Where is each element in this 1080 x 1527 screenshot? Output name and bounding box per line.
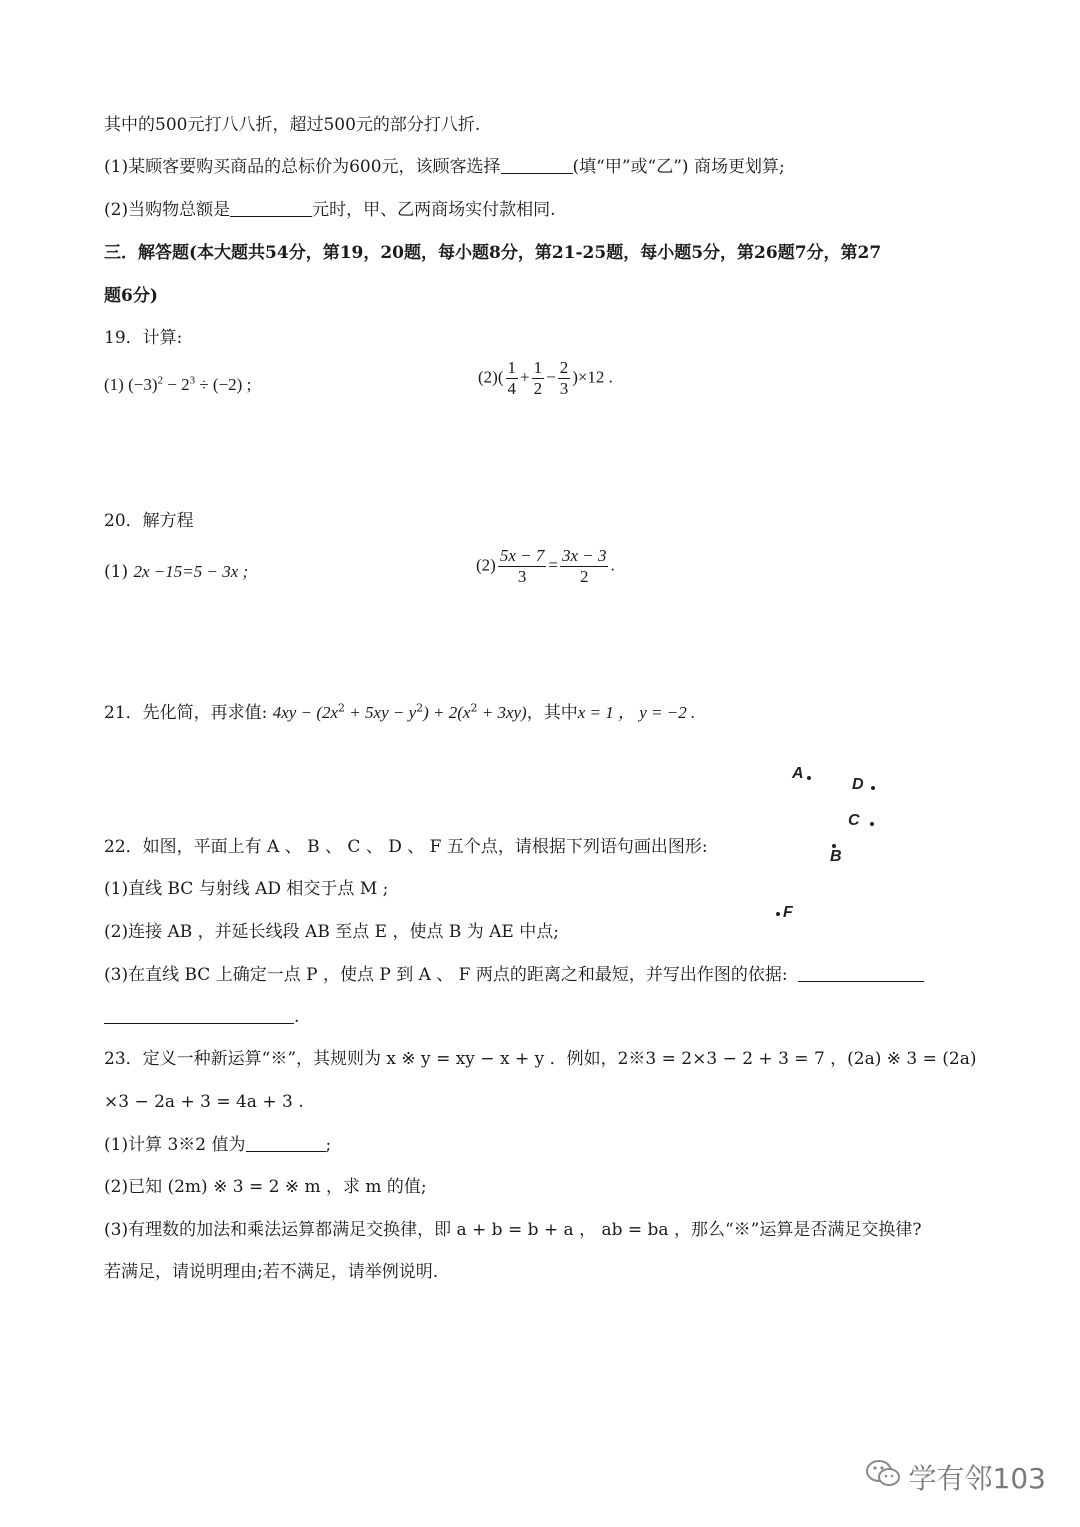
answer-blank[interactable] <box>230 198 312 217</box>
q22-part3: (3)在直线 BC 上确定一点 P ，使点 P 到 A 、 F 两点的距离之和最短，并写出作图的依据: <box>104 963 924 987</box>
q19-part2: (2)( $\frac{1}{4}$ + $\frac{1}{2}$ − $\frac{2}{3}$ )×12 . <box>478 358 613 398</box>
point-a <box>807 776 811 780</box>
q23-intro: 23．定义一种新运算“※”，其规则为 x ※ y = xy − x + y ．例如，2※3 = 2×3 − 2 + 3 = 7 ，(2a) ※ 3 = (2a) <box>104 1049 977 1069</box>
wechat-icon <box>865 1458 901 1497</box>
q23-part1: (1)计算 3※2 值为 ; <box>104 1135 332 1155</box>
point-label-c: C <box>848 812 860 829</box>
q23-part2: (2)已知 (2m) ※ 3 = 2 ※ m ，求 m 的值; <box>104 1177 427 1197</box>
answer-blank[interactable] <box>501 155 573 174</box>
q18-part1: (1)某顾客要购买商品的总标价为600元，该顾客选择 (填“甲”或“乙”) 商场更划算; <box>104 157 785 177</box>
point-label-a: A <box>792 765 804 782</box>
q20-part1: (1) 2x −15=5 − 3x ; <box>104 562 249 582</box>
q23-intro-cont: ×3 − 2a + 3 = 4a + 3 . <box>104 1092 304 1112</box>
q20-part2: (2) $\frac{5x - 7}{3}$ = $\frac{3x - 3}{2}$ . <box>476 546 615 586</box>
q23-part3: (3)有理数的加法和乘法运算都满足交换律，即 a + b = b + a ， ab = ba ，那么“※”运算是否满足交换律? <box>104 1220 922 1240</box>
watermark <box>865 1457 1046 1497</box>
answer-blank[interactable] <box>798 963 924 982</box>
point-label-d: D <box>852 776 864 793</box>
q23-part3-cont: 若满足，请说明理由;若不满足，请举例说明. <box>104 1262 439 1282</box>
fraction: $\frac{3x - 3}{2}$ <box>561 546 607 586</box>
q22-part1: (1)直线 BC 与射线 AD 相交于点 M ; <box>104 879 389 899</box>
answer-blank[interactable] <box>246 1133 326 1152</box>
watermark-text: 学有邻103 <box>908 1462 1046 1495</box>
q22-part2: (2)连接 AB ，并延长线段 AB 至点 E ，使点 B 为 AE 中点; <box>104 922 559 942</box>
fraction: $\frac{2}{3}$ <box>559 358 569 398</box>
point-c <box>870 822 874 826</box>
q19-title: 19．计算: <box>104 328 183 348</box>
point-label-f: F <box>783 904 793 921</box>
q19-part1: (1) $(-3)^2 - 2^3 \div (-2)$ ; <box>104 374 252 394</box>
point-label-b: B <box>830 848 842 865</box>
q21: 21．先化简，再求值: $4xy - (2x^2 + 5xy - y^2) + 2(x^2 + 3xy)$，其中x = 1 ， y = −2 . <box>104 701 696 723</box>
fraction: $\frac{1}{2}$ <box>533 358 543 398</box>
fraction: $\frac{1}{4}$ <box>507 358 516 398</box>
q18-part2: (2)当购物总额是 元时，甲、乙两商场实付款相同. <box>104 200 556 220</box>
q20-title: 20．解方程 <box>104 511 194 531</box>
fraction: $\frac{5x - 7}{3}$ <box>499 546 545 586</box>
point-d <box>871 786 875 790</box>
section-heading: 三．解答题(本大题共54分，第19，20题，每小题8分，第21-25题，每小题5分，第26题7分，第27 <box>104 243 882 263</box>
text-line: 其中的500元打八八折，超过500元的部分打八折. <box>104 115 481 135</box>
point-f <box>776 912 780 916</box>
q22-part3-cont: . <box>104 1005 299 1029</box>
q22-intro: 22．如图，平面上有 A 、 B 、 C 、 D 、 F 五个点，请根据下列语句画出图形: <box>104 837 708 857</box>
section-heading-cont: 题6分) <box>104 286 158 306</box>
answer-blank[interactable] <box>104 1005 294 1024</box>
